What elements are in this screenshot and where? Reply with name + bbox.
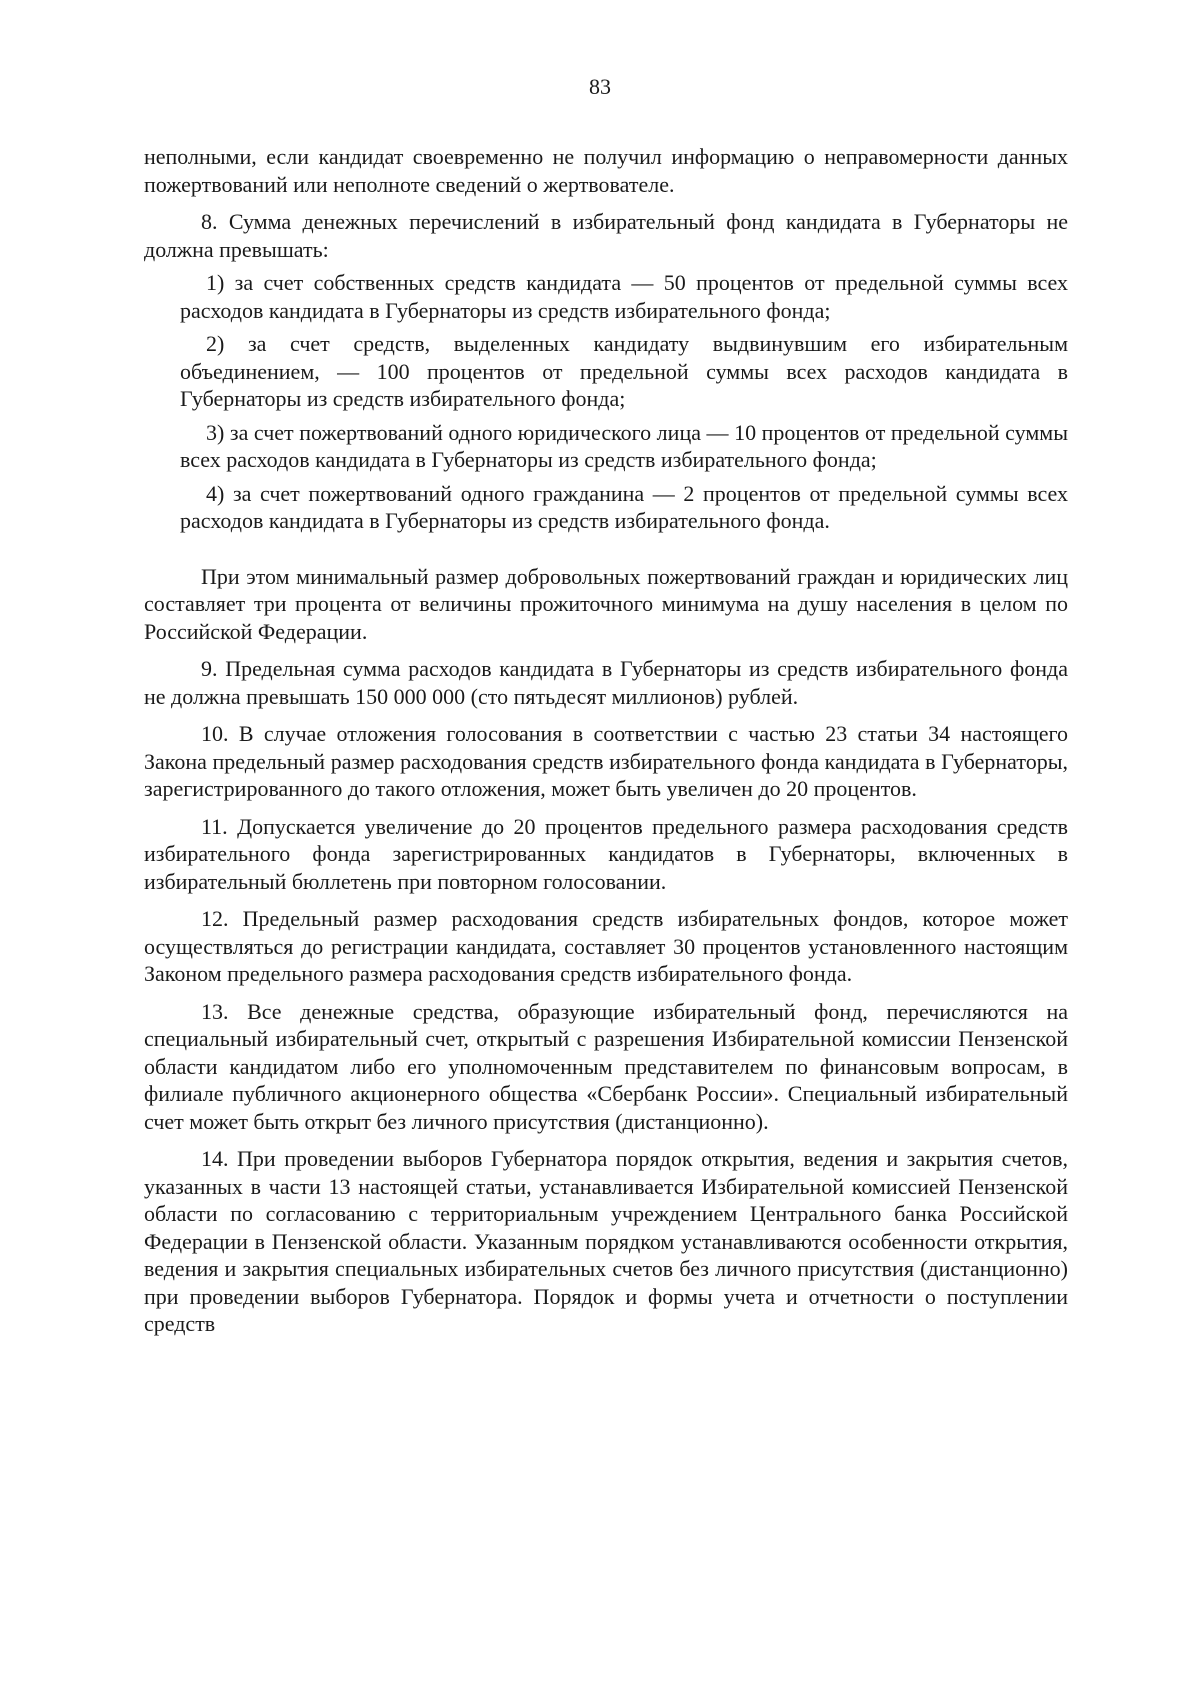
paragraph-item-13: 13. Все денежные средства, образующие избирательный фонд, перечисляются на специальный избирательный счет, открытый с разрешения Избирательной комиссии Пензенской области кандидатом либо его уполномоченным представителем по финансовым вопросам, в филиале публичного акционерного общества «Сбербанк России». Специальный избирательный счет может быть открыт без личного присутствия (дистанционно). (144, 998, 1068, 1134)
subitem-1: 1) за счет собственных средств кандидата — 50 процентов от предельной суммы всех расходов кандидата в Губернаторы из средств избирательного фонда; (180, 270, 1068, 323)
paragraph-minimum-donation: При этом минимальный размер добровольных пожертвований граждан и юридических лиц составляет три процента от величины прожиточного минимума на душу населения в целом по Российской Федерации. (144, 563, 1068, 644)
paragraph-item-9: 9. Предельная сумма расходов кандидата в Губернаторы из средств избирательного фонда не должна превышать 150 000 000 (сто пятьдесят миллионов) рублей. (144, 656, 1068, 709)
subitem-2: 2) за счет средств, выделенных кандидату выдвинувшим его избирательным объединением, — 100 процентов от предельной суммы всех расходов кандидата в Губернаторы из средств избирательного фонда; (180, 331, 1068, 411)
paragraph-item-12: 12. Предельный размер расходования средств избирательных фондов, которое может осуществляться до регистрации кандидата, составляет 30 процентов установленного настоящим Законом предельного размера расходования средств избирательного фонда. (144, 906, 1068, 986)
document-body (144, 143, 1068, 1338)
paragraph-continuation: неполными, если кандидат своевременно не получил информацию о неправомерности данных пожертвований или неполноте сведений о жертвователе. (144, 144, 1068, 197)
subitem-3: 3) за счет пожертвований одного юридического лица — 10 процентов от предельной суммы всех расходов кандидата в Губернаторы из средств избирательного фонда; (180, 419, 1068, 472)
paragraph-item-11: 11. Допускается увеличение до 20 процентов предельного размера расходования средств избирательного фонда зарегистрированных кандидатов в Губернаторы, включенных в избирательный бюллетень при повторном голосовании. (144, 813, 1068, 894)
paragraph-item-8: 8. Сумма денежных перечислений в избирательный фонд кандидата в Губернаторы не должна превышать: (144, 209, 1068, 262)
paragraph-item-10: 10. В случае отложения голосования в соответствии с частью 23 статьи 34 настоящего Закона предельный размер расходования средств избирательного фонда кандидата в Губернаторы, зарегистрированного до такого отложения, может быть увеличен до 20 процентов. (144, 721, 1068, 801)
page-number: 83 (589, 74, 611, 99)
paragraph-item-14: 14. При проведении выборов Губернатора порядок открытия, ведения и закрытия счетов, указанных в части 13 настоящей статьи, устанавливается Избирательной комиссией Пензенской области по согласованию с территориальным учреждением Центрального банка Российской Федерации в Пензенской области. Указанным порядком устанавливаются особенности открытия, ведения и закрытия специальных избирательных счетов без личного присутствия (дистанционно) при проведении выборов Губернатора. Порядок и формы учета и отчетности о поступлении средств (144, 1146, 1068, 1336)
subitem-4: 4) за счет пожертвований одного гражданина — 2 процентов от предельной суммы всех расходов кандидата в Губернаторы из средств избирательного фонда. (180, 480, 1068, 533)
